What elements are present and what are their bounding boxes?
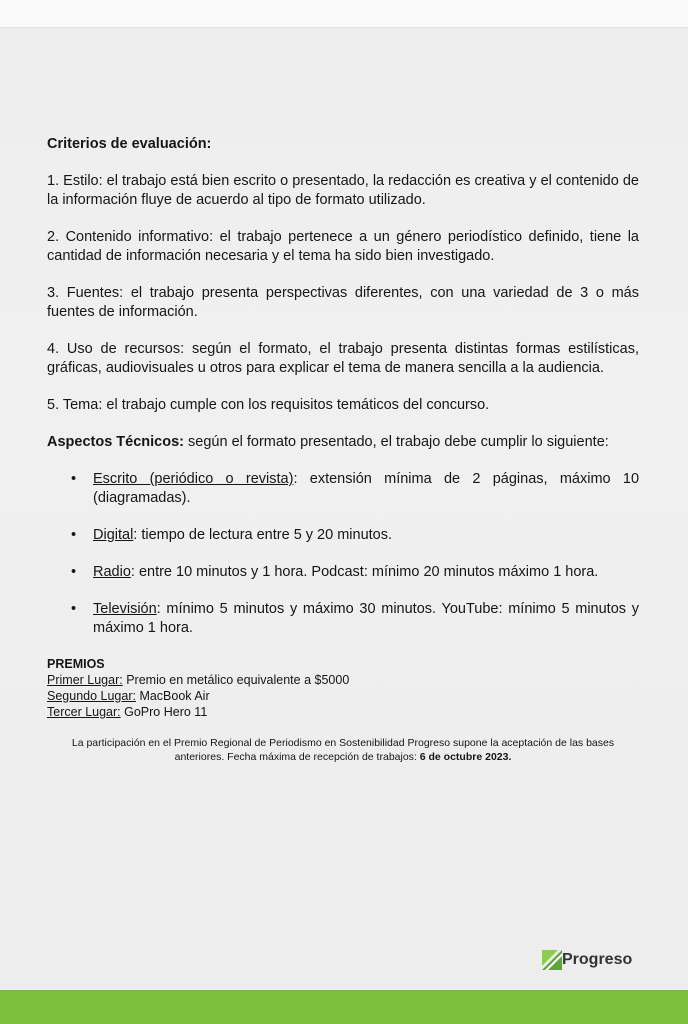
- footnote: [47, 736, 639, 764]
- format-list: [47, 470, 639, 638]
- logo-text: Progreso: [562, 951, 633, 968]
- format-label: Radio: [93, 564, 131, 580]
- bullet-icon: •: [71, 527, 77, 543]
- format-item-television: [47, 600, 639, 638]
- prize-text: Premio en metálico equivalente a $5000: [122, 673, 350, 687]
- prizes-section: [47, 656, 639, 720]
- top-bar: [0, 0, 688, 28]
- format-label: Televisión: [93, 601, 157, 617]
- prize-text: MacBook Air: [135, 689, 210, 703]
- prize-label: Segundo Lugar:: [47, 689, 136, 703]
- criterion-3: 3. Fuentes: el trabajo presenta perspectivas diferentes, con una variedad de 3 o más fuentes de información.: [47, 285, 639, 320]
- criterion-2: 2. Contenido informativo: el trabajo pertenece a un género periodístico definido, tiene la cantidad de información necesaria y el tema ha sido bien investigado.: [47, 229, 639, 264]
- format-label: Escrito (periódico o revista): [93, 471, 294, 487]
- technical-aspects-label: Aspectos Técnicos:: [47, 434, 184, 450]
- format-item-escrito: [47, 470, 639, 508]
- prize-first: [47, 672, 639, 688]
- technical-aspects-text: según el formato presentado, el trabajo debe cumplir lo siguiente:: [184, 434, 609, 450]
- bullet-icon: •: [71, 471, 77, 487]
- format-label: Digital: [93, 527, 134, 543]
- progreso-logo-mark-icon: [542, 950, 562, 970]
- format-text: : mínimo 5 minutos y máximo 30 minutos. YouTube: mínimo 5 minutos y máximo 1 hora.: [93, 601, 639, 636]
- format-text: : entre 10 minutos y 1 hora. Podcast: mínimo 20 minutos máximo 1 hora.: [130, 564, 599, 580]
- document-content: [47, 136, 639, 764]
- technical-aspects: [47, 433, 639, 452]
- prize-third: [47, 704, 639, 720]
- criterion-4: 4. Uso de recursos: según el formato, el trabajo presenta distintas formas estilísticas, gráficas, audiovisuales u otros para explicar el tema de manera sencilla a la audiencia.: [47, 341, 639, 376]
- progreso-logo: [542, 950, 632, 970]
- format-text: : tiempo de lectura entre 5 y 20 minutos.: [133, 527, 393, 543]
- prizes-title: PREMIOS: [47, 657, 105, 671]
- prize-text: GoPro Hero 11: [120, 705, 208, 719]
- footnote-text: La participación en el Premio Regional de Periodismo en Sostenibilidad Progreso supone la aceptación de las bases anteriores. Fecha máxima de recepción de trabajos:: [71, 737, 615, 763]
- bullet-icon: •: [71, 601, 77, 617]
- bullet-icon: •: [71, 564, 77, 580]
- footnote-date: 6 de octubre 2023.: [419, 751, 512, 763]
- format-item-radio: [47, 563, 639, 582]
- criterion-5: 5. Tema: el trabajo cumple con los requisitos temáticos del concurso.: [47, 397, 490, 413]
- prize-label: Primer Lugar:: [47, 673, 123, 687]
- criteria-heading: Criterios de evaluación:: [47, 136, 212, 152]
- prize-second: [47, 688, 639, 704]
- format-text: : extensión mínima de 2 páginas, máximo 10 (diagramadas).: [93, 471, 640, 506]
- prize-label: Tercer Lugar:: [47, 705, 121, 719]
- format-item-digital: [47, 526, 639, 545]
- footer-green-bar: [0, 990, 688, 1024]
- criterion-1: 1. Estilo: el trabajo está bien escrito o presentado, la redacción es creativa y el contenido de la información fluye de acuerdo al tipo de formato utilizado.: [47, 173, 639, 208]
